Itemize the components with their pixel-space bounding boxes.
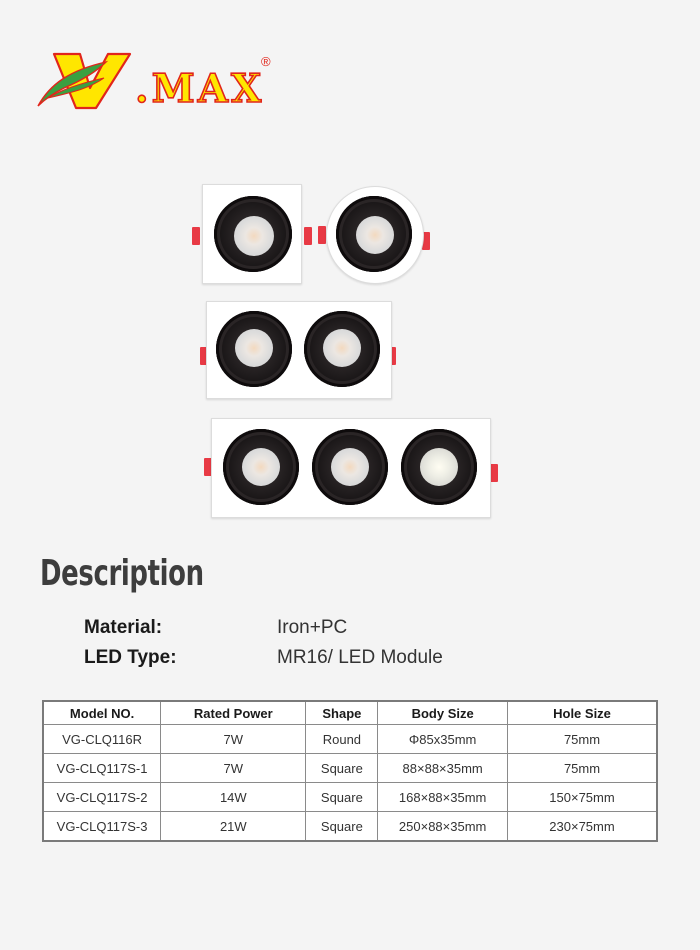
cell-hole-size: 75mm bbox=[508, 725, 657, 754]
spec-label: LED Type: bbox=[84, 647, 177, 668]
cell-body-size: 88×88×35mm bbox=[378, 754, 508, 783]
spring-clip bbox=[318, 226, 326, 244]
header-body-size: Body Size bbox=[378, 701, 508, 725]
specifications-table bbox=[42, 700, 658, 842]
description-heading: Description bbox=[40, 553, 204, 594]
cell-body-size: 250×88×35mm bbox=[378, 812, 508, 842]
cell-rated-power: 7W bbox=[161, 754, 306, 783]
registered-mark: ® bbox=[261, 54, 271, 69]
header-model: Model NO. bbox=[43, 701, 161, 725]
spring-clip bbox=[304, 227, 312, 245]
cell-shape: Round bbox=[306, 725, 378, 754]
cell-model: VG-CLQ117S-2 bbox=[43, 783, 161, 812]
cell-shape: Square bbox=[306, 783, 378, 812]
table-row bbox=[43, 754, 657, 783]
cell-body-size: 168×88×35mm bbox=[378, 783, 508, 812]
cell-hole-size: 230×75mm bbox=[508, 812, 657, 842]
header-rated-power: Rated Power bbox=[161, 701, 306, 725]
product-image-double bbox=[198, 301, 398, 401]
cell-hole-size: 150×75mm bbox=[508, 783, 657, 812]
spring-clip bbox=[192, 227, 200, 245]
table-header-row bbox=[43, 701, 657, 725]
table-row bbox=[43, 725, 657, 754]
product-image-triple bbox=[202, 418, 502, 518]
cell-shape: Square bbox=[306, 754, 378, 783]
table-row bbox=[43, 812, 657, 842]
product-image-round-single bbox=[318, 186, 432, 288]
cell-body-size: Φ85x35mm bbox=[378, 725, 508, 754]
spec-value: Iron+PC bbox=[277, 617, 348, 638]
spring-clip bbox=[490, 464, 498, 482]
spec-label: Material: bbox=[84, 617, 163, 638]
cell-shape: Square bbox=[306, 812, 378, 842]
cell-model: VG-CLQ117S-1 bbox=[43, 754, 161, 783]
product-image-square-single bbox=[192, 184, 312, 284]
leaf-v-icon bbox=[34, 48, 144, 110]
cell-rated-power: 21W bbox=[161, 812, 306, 842]
brand-name: .MAX bbox=[135, 66, 265, 112]
cell-model: VG-CLQ117S-3 bbox=[43, 812, 161, 842]
header-hole-size: Hole Size bbox=[508, 701, 657, 725]
header-shape: Shape bbox=[306, 701, 378, 725]
cell-rated-power: 14W bbox=[161, 783, 306, 812]
cell-hole-size: 75mm bbox=[508, 754, 657, 783]
cell-rated-power: 7W bbox=[161, 725, 306, 754]
cell-model: VG-CLQ116R bbox=[43, 725, 161, 754]
spec-value: MR16/ LED Module bbox=[277, 647, 443, 668]
table-row bbox=[43, 783, 657, 812]
brand-logo bbox=[34, 48, 274, 110]
